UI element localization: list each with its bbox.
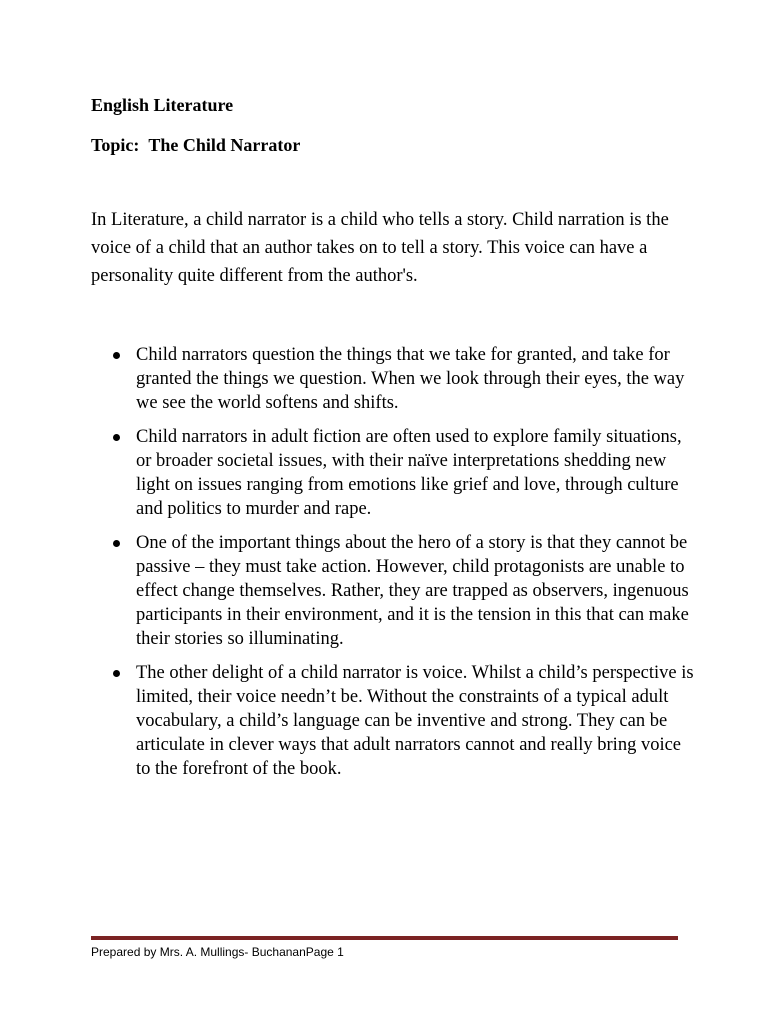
list-item [136, 425, 696, 521]
bullet-icon [113, 670, 120, 677]
footer-text: Prepared by Mrs. A. Mullings- BuchananPage 1 [91, 945, 344, 959]
list-item-text: Child narrators in adult fiction are often used to explore family situations, or broader societal issues, with their naïve interpretations shedding new light on issues ranging from emotions like grief and love, through culture and politics to murder and rape. [136, 427, 682, 519]
intro-paragraph: In Literature, a child narrator is a child who tells a story. Child narration is the voice of a child that an author takes on to tell a story. This voice can have a personality quite different from the author's. [91, 210, 669, 286]
list-item-text: Child narrators question the things that we take for granted, and take for granted the things we question. When we look through their eyes, the way we see the world softens and shifts. [136, 345, 685, 413]
list-item [136, 661, 696, 781]
topic-label: Topic: [91, 135, 140, 155]
document-subject-heading: English Literature [91, 95, 234, 115]
topic-title: The Child Narrator [148, 135, 301, 155]
document-topic-heading [91, 134, 300, 156]
list-item-text: One of the important things about the hero of a story is that they cannot be passive – they must take action. However, child protagonists are unable to effect change themselves. Rather, they are trapped as observers, ingenuous participants in their environment, and it is the tension in this that can make their stories so illuminating. [136, 533, 689, 649]
list-item [136, 343, 696, 415]
footer-divider [91, 936, 678, 940]
bullet-icon [113, 352, 120, 359]
bullet-icon [113, 434, 120, 441]
bullet-icon [113, 540, 120, 547]
list-item-text: The other delight of a child narrator is voice. Whilst a child’s perspective is limited, their voice needn’t be. Without the constraints of a typical adult vocabulary, a child’s language can be inventive and strong. They can be articulate in clever ways that adult narrators cannot and really bring voice to the forefront of the book. [136, 663, 694, 779]
list-item [136, 531, 696, 651]
bullet-list [136, 343, 696, 791]
